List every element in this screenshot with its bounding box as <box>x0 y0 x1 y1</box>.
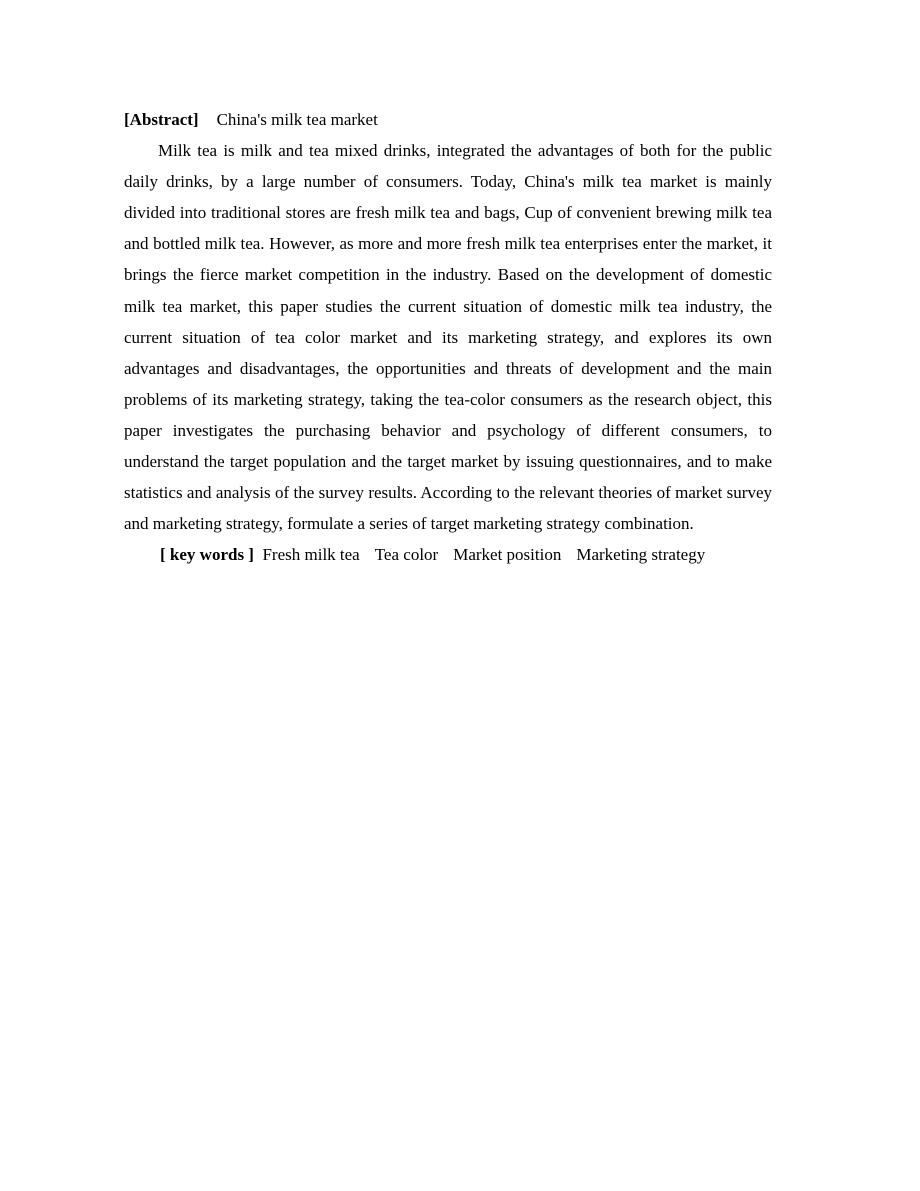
abstract-title: China's milk tea market <box>216 110 378 129</box>
keyword-item: Marketing strategy <box>576 545 706 565</box>
keywords-label: [ key words ] <box>160 545 254 565</box>
abstract-label: [Abstract] <box>124 110 199 129</box>
abstract-heading <box>124 104 772 135</box>
keyword-item: Tea color <box>374 545 439 565</box>
keyword-item: Fresh milk tea <box>262 545 360 565</box>
keywords-line <box>124 539 772 570</box>
abstract-body: Milk tea is milk and tea mixed drinks, integrated the advantages of both for the public daily drinks, by a large number of consumers. Today, China's milk tea market is mainly divided into traditional stores are fresh milk tea and bags, Cup of convenient brewing milk tea and bottled milk tea. However, as more and more fresh milk tea enterprises enter the market, it brings the fierce market competition in the industry. Based on the development of domestic milk tea market, this paper studies the current situation of domestic milk tea industry, the current situation of tea color market and its marketing strategy, and explores its own advantages and disadvantages, the opportunities and threats of development and the main problems of its marketing strategy, taking the tea-color consumers as the research object, this paper investigates the purchasing behavior and psychology of different consumers, to understand the target population and the target market by issuing questionnaires, and to make statistics and analysis of the survey results. According to the relevant theories of market survey and marketing strategy, formulate a series of target marketing strategy combination. <box>124 141 772 534</box>
keyword-item: Market position <box>453 545 562 565</box>
abstract-section <box>124 104 772 570</box>
